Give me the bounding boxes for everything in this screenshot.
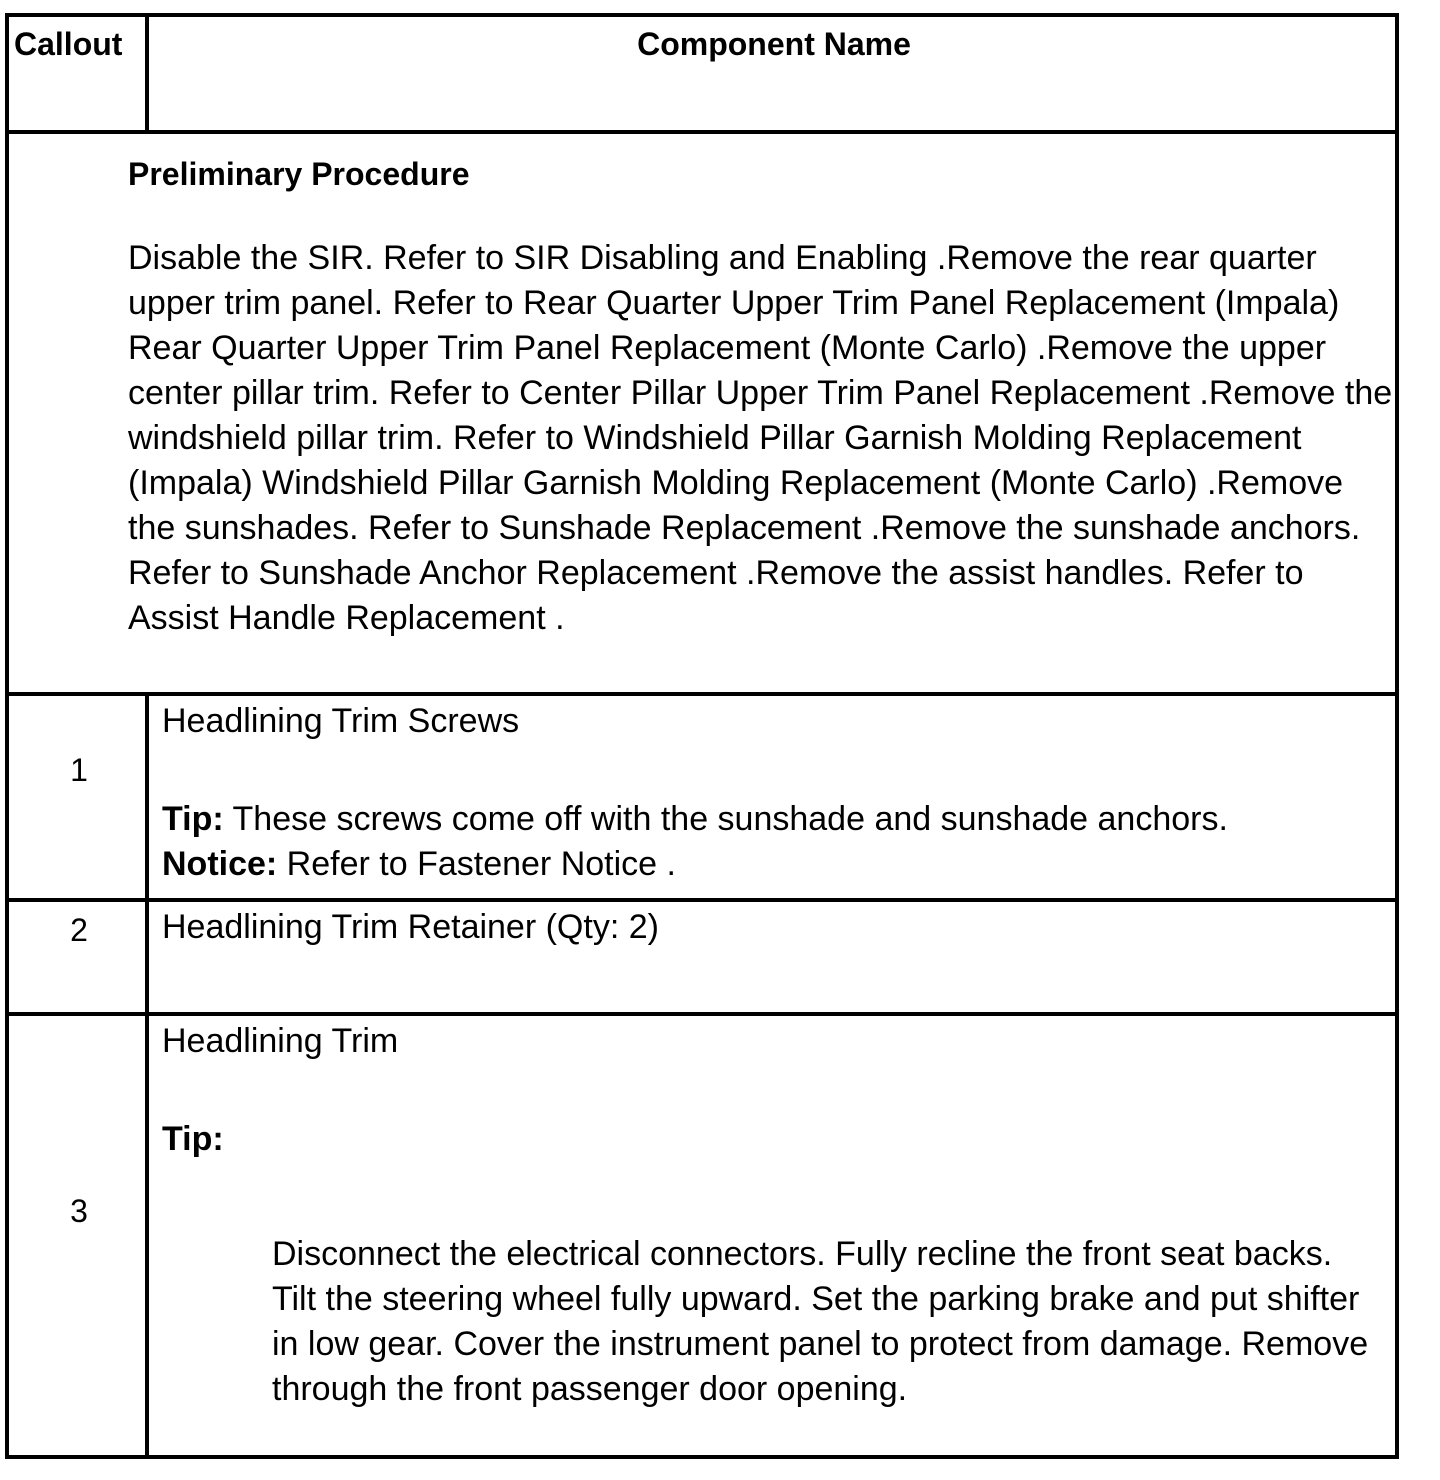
callout-cell bbox=[9, 902, 149, 1012]
callout-header-label: Callout bbox=[14, 26, 123, 62]
callout-cell bbox=[9, 1016, 149, 1455]
preliminary-procedure-row bbox=[9, 130, 1395, 692]
component-cell bbox=[153, 1016, 1395, 1455]
preliminary-procedure-title: Preliminary Procedure bbox=[128, 156, 470, 192]
tip-text: These screws come off with the sunshade and sunshade anchors. bbox=[223, 800, 1228, 838]
component-header-cell bbox=[153, 17, 1395, 130]
component-name: Headlining Trim Screws bbox=[162, 702, 520, 740]
callout-number: 2 bbox=[70, 912, 88, 948]
notice-text: Refer to Fastener Notice . bbox=[277, 845, 676, 883]
notice-label: Notice: bbox=[162, 845, 278, 883]
component-name: Headlining Trim bbox=[162, 1022, 399, 1060]
table-row bbox=[9, 692, 1395, 898]
notice-line bbox=[162, 842, 1387, 887]
table-row bbox=[9, 1012, 1395, 1455]
tip-line bbox=[162, 797, 1387, 842]
component-name: Headlining Trim Retainer (Qty: 2) bbox=[162, 908, 659, 946]
callout-cell bbox=[9, 696, 149, 898]
tip-label: Tip: bbox=[162, 1120, 224, 1158]
callout-number: 3 bbox=[70, 1193, 88, 1229]
table-header-row bbox=[9, 17, 1395, 130]
tip-text: Disconnect the electrical connectors. Fully recline the front seat backs. Tilt the steering wheel fully upward. Set the parking brake and put shifter in low gear. Cover the instrument panel to protect from damage. Remove through the front passenger door opening. bbox=[272, 1235, 1369, 1408]
tip-line bbox=[162, 1117, 1387, 1162]
component-cell bbox=[153, 696, 1395, 898]
preliminary-procedure-text: Disable the SIR. Refer to SIR Disabling and Enabling .Remove the rear quarter upper trim panel. Refer to Rear Quarter Upper Trim Panel Replacement (Impala) Rear Quarter Upper Trim Panel Replacement (Monte Carlo) .Remove the upper center pillar trim. Refer to Center Pillar Upper Trim Panel Replacement .Remove the windshield pillar trim. Refer to Windshield Pillar Garnish Molding Replacement (Impala) Windshield Pillar Garnish Molding Replacement (Monte Carlo) .Remove the sunshades. Refer to Sunshade Replacement .Remove the sunshade anchors. Refer to Sunshade Anchor Replacement .Remove the assist handles. Refer to Assist Handle Replacement . bbox=[128, 239, 1393, 637]
callout-header-cell bbox=[9, 17, 149, 130]
tip-label: Tip: bbox=[162, 800, 224, 838]
component-header-label: Component Name bbox=[637, 26, 911, 62]
component-table bbox=[5, 13, 1399, 1459]
component-cell bbox=[153, 902, 1395, 1012]
table-row bbox=[9, 898, 1395, 1012]
callout-number: 1 bbox=[70, 752, 88, 788]
